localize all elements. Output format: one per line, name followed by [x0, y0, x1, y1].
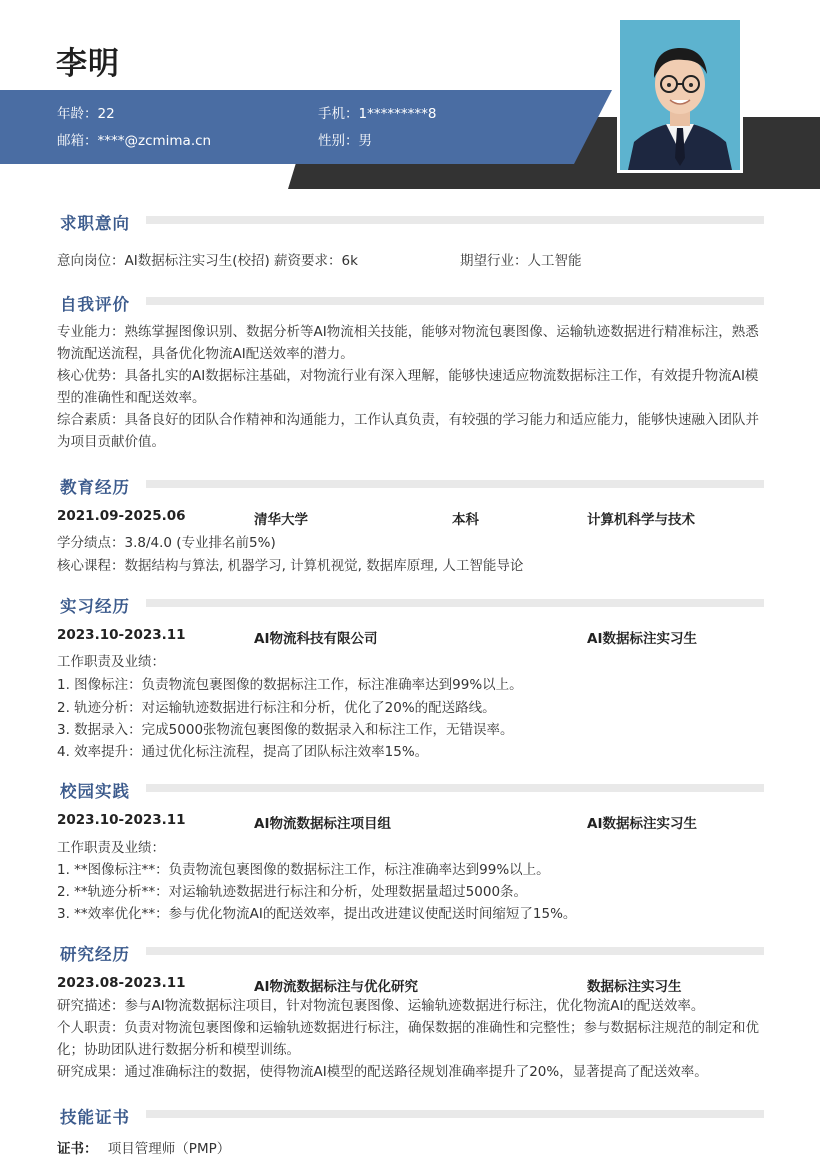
campus-intro: 工作职责及业绩：: [57, 840, 165, 856]
email-field: 邮箱：****@zcmima.cn: [57, 133, 212, 149]
section-bar: [146, 784, 764, 792]
education-courses: 核心课程：数据结构与算法, 机器学习, 计算机视觉, 数据库原理, 人工智能导论: [57, 558, 524, 574]
section-title-research: 研究经历: [60, 945, 130, 964]
internship-item: 2. 轨迹分析：对运输轨迹数据进行标注和分析，优化了20%的配送路线。: [57, 700, 496, 716]
campus-item: 1. **图像标注**：负责物流包裹图像的数据标注工作，标注准确率达到99%以上。: [57, 862, 550, 878]
research-duty: 个人职责：负责对物流包裹图像和运输轨迹数据进行标注，确保数据的准确性和完整性；参与数据标注规范的制定和优化；协助团队进行数据分析和模型训练。: [57, 1020, 759, 1058]
section-title-intent: 求职意向: [60, 214, 130, 233]
education-date: 2021.09-2025.06: [57, 508, 186, 524]
internship-item: 1. 图像标注：负责物流包裹图像的数据标注工作，标注准确率达到99%以上。: [57, 677, 523, 693]
internship-company: AI物流科技有限公司: [254, 631, 378, 647]
age-field: 年龄：22: [57, 106, 115, 122]
section-title-self-eval: 自我评价: [60, 295, 130, 314]
education-degree: 本科: [452, 512, 479, 528]
section-bar: [146, 947, 764, 955]
research-role: 数据标注实习生: [587, 979, 682, 995]
section-bar: [146, 480, 764, 488]
research-result: 研究成果：通过准确标注的数据，使得物流AI模型的配送路径规划准确率提升了20%，显著提高了配送效率。: [57, 1064, 708, 1080]
internship-item: 3. 数据录入：完成5000张物流包裹图像的数据录入和标注工作，无错误率。: [57, 722, 514, 738]
research-date: 2023.08-2023.11: [57, 975, 186, 991]
section-title-internship: 实习经历: [60, 597, 130, 616]
internship-role: AI数据标注实习生: [587, 631, 697, 647]
internship-intro: 工作职责及业绩：: [57, 654, 165, 670]
section-bar: [146, 599, 764, 607]
campus-item: 3. **效率优化**：参与优化物流AI的配送效率，提出改进建议使配送时间缩短了15%。: [57, 906, 577, 922]
phone-field: 手机：1*********8: [318, 106, 437, 122]
section-bar: [146, 1110, 764, 1118]
research-project: AI物流数据标注与优化研究: [254, 979, 418, 995]
self-eval-advantage: 核心优势：具备扎实的AI数据标注基础，对物流行业有深入理解，能够快速适应物流数据标注工作，有效提升物流AI模型的准确性和配送效率。: [57, 368, 759, 406]
portrait-photo: [617, 17, 743, 173]
campus-role: AI数据标注实习生: [587, 816, 697, 832]
internship-date: 2023.10-2023.11: [57, 627, 186, 643]
research-description: 研究描述：参与AI物流数据标注项目，针对物流包裹图像、运输轨迹数据进行标注，优化物流AI的配送效率。: [57, 998, 705, 1014]
intent-industry: 期望行业：人工智能: [460, 253, 582, 269]
campus-org: AI物流数据标注项目组: [254, 816, 391, 832]
internship-item: 4. 效率提升：通过优化标注流程，提高了团队标注效率15%。: [57, 744, 429, 760]
self-eval-quality: 综合素质：具备良好的团队合作精神和沟通能力，工作认真负责，有较强的学习能力和适应能力，能够快速融入团队并为项目贡献价值。: [57, 412, 759, 450]
education-gpa: 学分绩点：3.8/4.0 (专业排名前5%): [57, 535, 276, 551]
section-bar: [146, 297, 764, 305]
section-title-campus: 校园实践: [60, 782, 130, 801]
gender-field: 性别：男: [318, 133, 372, 149]
intent-position-salary: 意向岗位：AI数据标注实习生(校招) 薪资要求：6k: [57, 253, 358, 269]
cert-label: 证书：: [57, 1141, 98, 1157]
education-major: 计算机科学与技术: [587, 512, 695, 528]
self-eval-professional: 专业能力：熟练掌握图像识别、数据分析等AI物流相关技能，能够对物流包裹图像、运输轨迹数据进行精准标注，熟悉物流配送流程，具备优化物流AI配送效率的潜力。: [57, 324, 759, 362]
cert-value: 项目管理师（PMP）: [107, 1141, 231, 1157]
education-school: 清华大学: [254, 512, 308, 528]
campus-date: 2023.10-2023.11: [57, 812, 186, 828]
section-title-education: 教育经历: [60, 478, 130, 497]
campus-item: 2. **轨迹分析**：对运输轨迹数据进行标注和分析，处理数据量超过5000条。: [57, 884, 528, 900]
section-title-skills: 技能证书: [60, 1108, 130, 1127]
section-bar: [146, 216, 764, 224]
candidate-name: 李明: [56, 46, 120, 82]
cert-row: [57, 1137, 230, 1157]
